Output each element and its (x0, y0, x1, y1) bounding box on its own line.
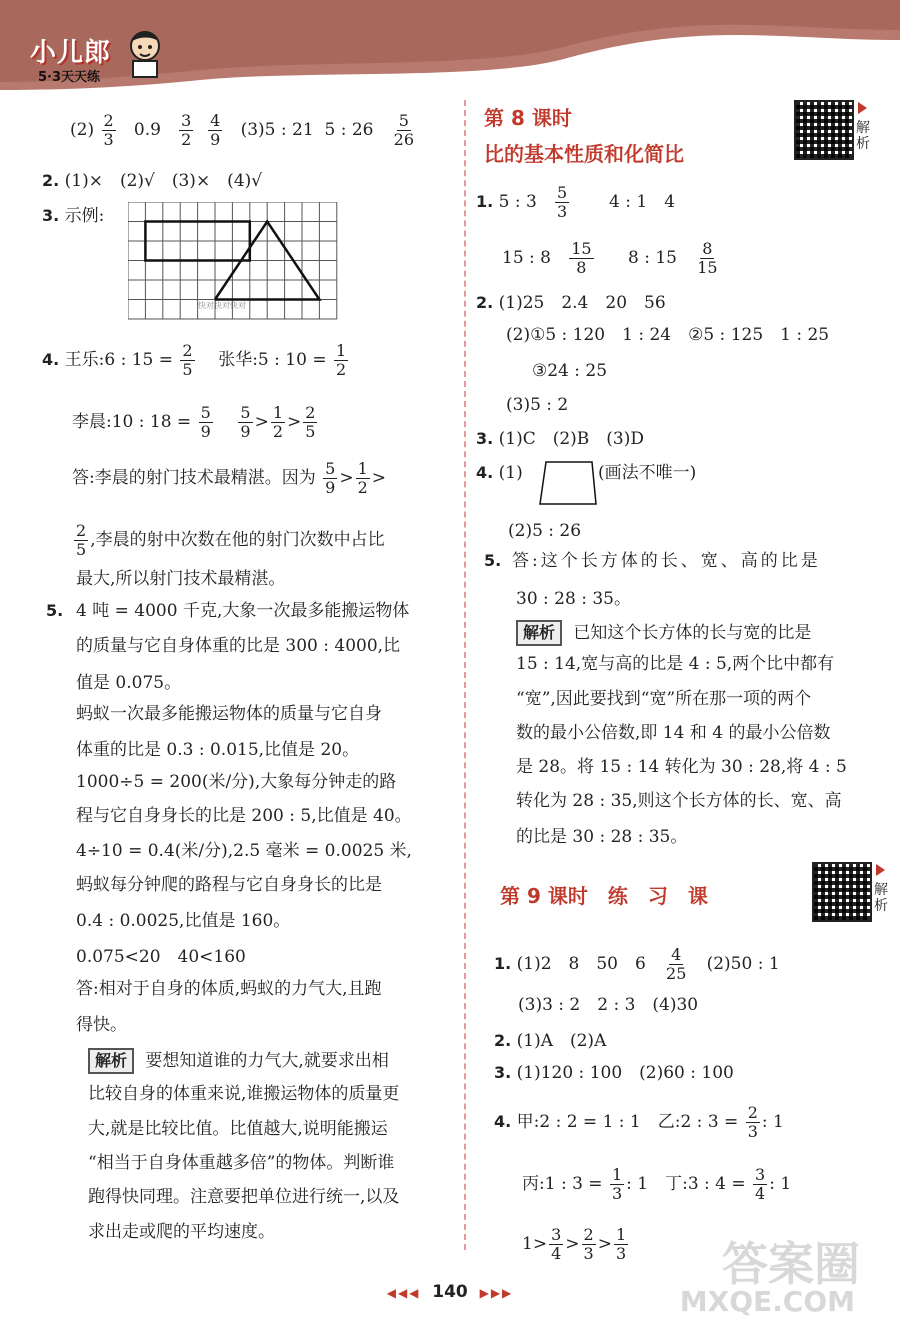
fraction: $\frac{2}{3}$ (103, 111, 114, 149)
left-q5-line: 程与它自身身长的比是 200 : 5,比值是 40。 (76, 806, 412, 826)
right-analysis-line: 转化为 28 : 35,则这个长方体的长、宽、高 (516, 791, 842, 811)
left-q5-num: 5. (46, 601, 64, 620)
svg-text:快对快对快对: 快对快对快对 (198, 301, 246, 310)
right-q2-line3: ③24 : 25 (532, 361, 608, 381)
left-q5-line: 0.4 : 0.0025,比值是 160。 (76, 911, 291, 931)
left-q5-line: 答:相对于自身的体质,蚂蚁的力气大,且跑 (76, 979, 382, 999)
lesson8-title: 比的基本性质和化简比 (484, 142, 684, 166)
right-s4-line1: 4. 甲:2 : 2 = 1 : 1 乙:2 : 3 = $\frac{2}{3}$ : 1 (494, 1103, 784, 1141)
left-analysis-line: 跑得快同理。注意要把单位进行统一,以及 (88, 1187, 400, 1207)
logo: 小儿郎 (30, 38, 112, 68)
right-analysis-line1: 解析 已知这个长方体的长与宽的比是 (516, 620, 811, 646)
right-analysis-line: “宽”,因此要找到“宽”所在那一项的两个 (516, 689, 812, 709)
left-q4-line2: 李晨:10 : 18 = $\frac{5}{9}$ $\frac{5}{9}$ > $\frac{1}{2}$ > $\frac{2}{5}$ (72, 403, 316, 441)
left-line-1: (2) $\frac{2}{3}$ 0.9 $\frac{3}{2}$ $\frac{4}{9}$ (3)5 : 21 5 : 26 $\frac{5}{26}$ (70, 111, 415, 149)
right-s3: 3. (1)120 : 100 (2)60 : 100 (494, 1063, 734, 1083)
right-s4-line3: 1> $\frac{3}{4}$ > $\frac{2}{3}$ > $\frac{1}{3}$ (522, 1225, 627, 1263)
watermark-site: MXQE.COM (679, 1285, 855, 1318)
right-s2: 2. (1)A (2)A (494, 1031, 607, 1051)
left-q5-line: 值是 0.075。 (76, 673, 182, 693)
left-q5-line: 的质量与它自身体重的比是 300 : 4000,比 (76, 636, 401, 656)
lesson8-number: 第 8 课时 (484, 106, 572, 130)
right-analysis-line: 是 28。将 15 : 14 转化为 30 : 28,将 4 : 5 (516, 757, 847, 777)
qr-code-icon[interactable] (794, 100, 854, 160)
lesson9-title: 第 9 课时 练 习 课 (500, 884, 708, 908)
right-q2-line4: (3)5 : 2 (506, 395, 569, 415)
fraction: $\frac{3}{2}$ (181, 111, 192, 149)
left-q5-line: 0.075<20 40<160 (76, 947, 246, 967)
qr-label: 解析 (856, 120, 870, 152)
right-s4-line2: 丙:1 : 3 = $\frac{1}{3}$ : 1 丁:3 : 4 = $\frac{3}{4}$ : 1 (522, 1165, 792, 1203)
right-q4-line1: 4. (1) (476, 463, 523, 483)
right-q4-note: (画法不唯一) (598, 463, 697, 483)
left-q3: 3. 示例: (42, 206, 105, 226)
left-q5-line: 1000÷5 = 200(米/分),大象每分钟走的路 (76, 772, 397, 792)
right-analysis-line: 15 : 14,宽与高的比是 4 : 5,两个比中都有 (516, 654, 835, 674)
left-q5-line: 4 吨 = 4000 千克,大象一次最多能搬运物体 (76, 601, 410, 621)
left-q5-line: 4÷10 = 0.4(米/分),2.5 毫米 = 0.0025 米, (76, 841, 412, 861)
left-q4-line1: 4. 王乐:6 : 15 = $\frac{2}{5}$ 张华:5 : 10 = $\frac{1}{2}$ (42, 341, 347, 379)
right-analysis-line: 的比是 30 : 28 : 35。 (516, 827, 688, 847)
left-analysis-line: 比较自身的体重来说,谁搬运物体的质量更 (88, 1084, 400, 1104)
right-s1-line2: (3)3 : 2 2 : 3 (4)30 (518, 995, 699, 1015)
left-q4-answer3: 最大,所以射门技术最精湛。 (76, 569, 286, 589)
left-q5-line: 体重的比是 0.3 : 0.015,比值是 20。 (76, 740, 360, 760)
left-q4-answer1: 答:李晨的射门技术最精湛。因为 $\frac{5}{9}$ > $\frac{1}{2}$ > (72, 459, 387, 497)
play-icon (858, 102, 867, 114)
left-analysis-line: 大,就是比较比值。比值越大,说明能搬运 (88, 1119, 388, 1139)
play-icon (876, 864, 885, 876)
fraction: $\frac{5}{26}$ (393, 111, 415, 149)
right-q2-line2: (2)①5 : 120 1 : 24 ②5 : 125 1 : 25 (506, 325, 830, 345)
right-analysis-line: 数的最小公倍数,即 14 和 4 的最小公倍数 (516, 723, 831, 743)
left-q5-line: 得快。 (76, 1015, 127, 1035)
right-q2-line1: 2. (1)25 2.4 20 56 (476, 293, 666, 313)
left-q5-line: 蚂蚁每分钟爬的路程与它自身身长的比是 (76, 875, 382, 895)
left-analysis-line1: 解析 要想知道谁的力气大,就要求出相 (88, 1048, 389, 1074)
qr-label: 解析 (874, 882, 888, 914)
right-arrows-icon: ▶▶▶ (479, 1286, 514, 1300)
left-analysis-line: “相当于自身体重越多倍”的物体。判断谁 (88, 1153, 395, 1173)
fraction: $\frac{4}{9}$ (210, 111, 221, 149)
page-number: ◀◀◀ 140 ▶▶▶ (386, 1282, 514, 1302)
analysis-tag: 解析 (516, 620, 562, 646)
right-q4-line2: (2)5 : 26 (508, 521, 582, 541)
right-q1-line1: 1. 5 : 3 $\frac{5}{3}$ 4 : 1 4 (476, 183, 676, 221)
logo-subtitle: 5·3天天练 (38, 70, 101, 85)
right-q3: 3. (1)C (2)B (3)D (476, 429, 644, 449)
right-q5-line2: 30 : 28 : 35。 (516, 589, 631, 609)
left-arrows-icon: ◀◀◀ (386, 1286, 421, 1300)
watermark: 答案圈 (722, 1237, 860, 1291)
right-s1-line1: 1. (1)2 8 50 6 $\frac{4}{25}$ (2)50 : 1 (494, 945, 780, 983)
left-q5-line: 蚂蚁一次最多能搬运物体的质量与它自身 (76, 704, 382, 724)
left-q4-answer2: $\frac{2}{5}$ ,李晨的射中次数在他的射门次数中占比 (76, 521, 385, 559)
mascot-icon (125, 28, 165, 80)
trapezoid-figure (538, 460, 600, 508)
column-divider (464, 100, 466, 1250)
right-q5-line1: 5. 答:这个长方体的长、宽、高的比是 (484, 551, 821, 571)
right-q1-line2: 15 : 8 $\frac{15}{8}$ 8 : 15 $\frac{8}{15}$ (502, 239, 718, 277)
left-analysis-line: 求出走或爬的平均速度。 (88, 1222, 275, 1242)
qr-code-icon[interactable] (812, 862, 872, 922)
grid-figure (128, 202, 338, 320)
left-q2: 2. (1)× (2)√ (3)× (4)√ (42, 171, 263, 191)
analysis-tag: 解析 (88, 1048, 134, 1074)
